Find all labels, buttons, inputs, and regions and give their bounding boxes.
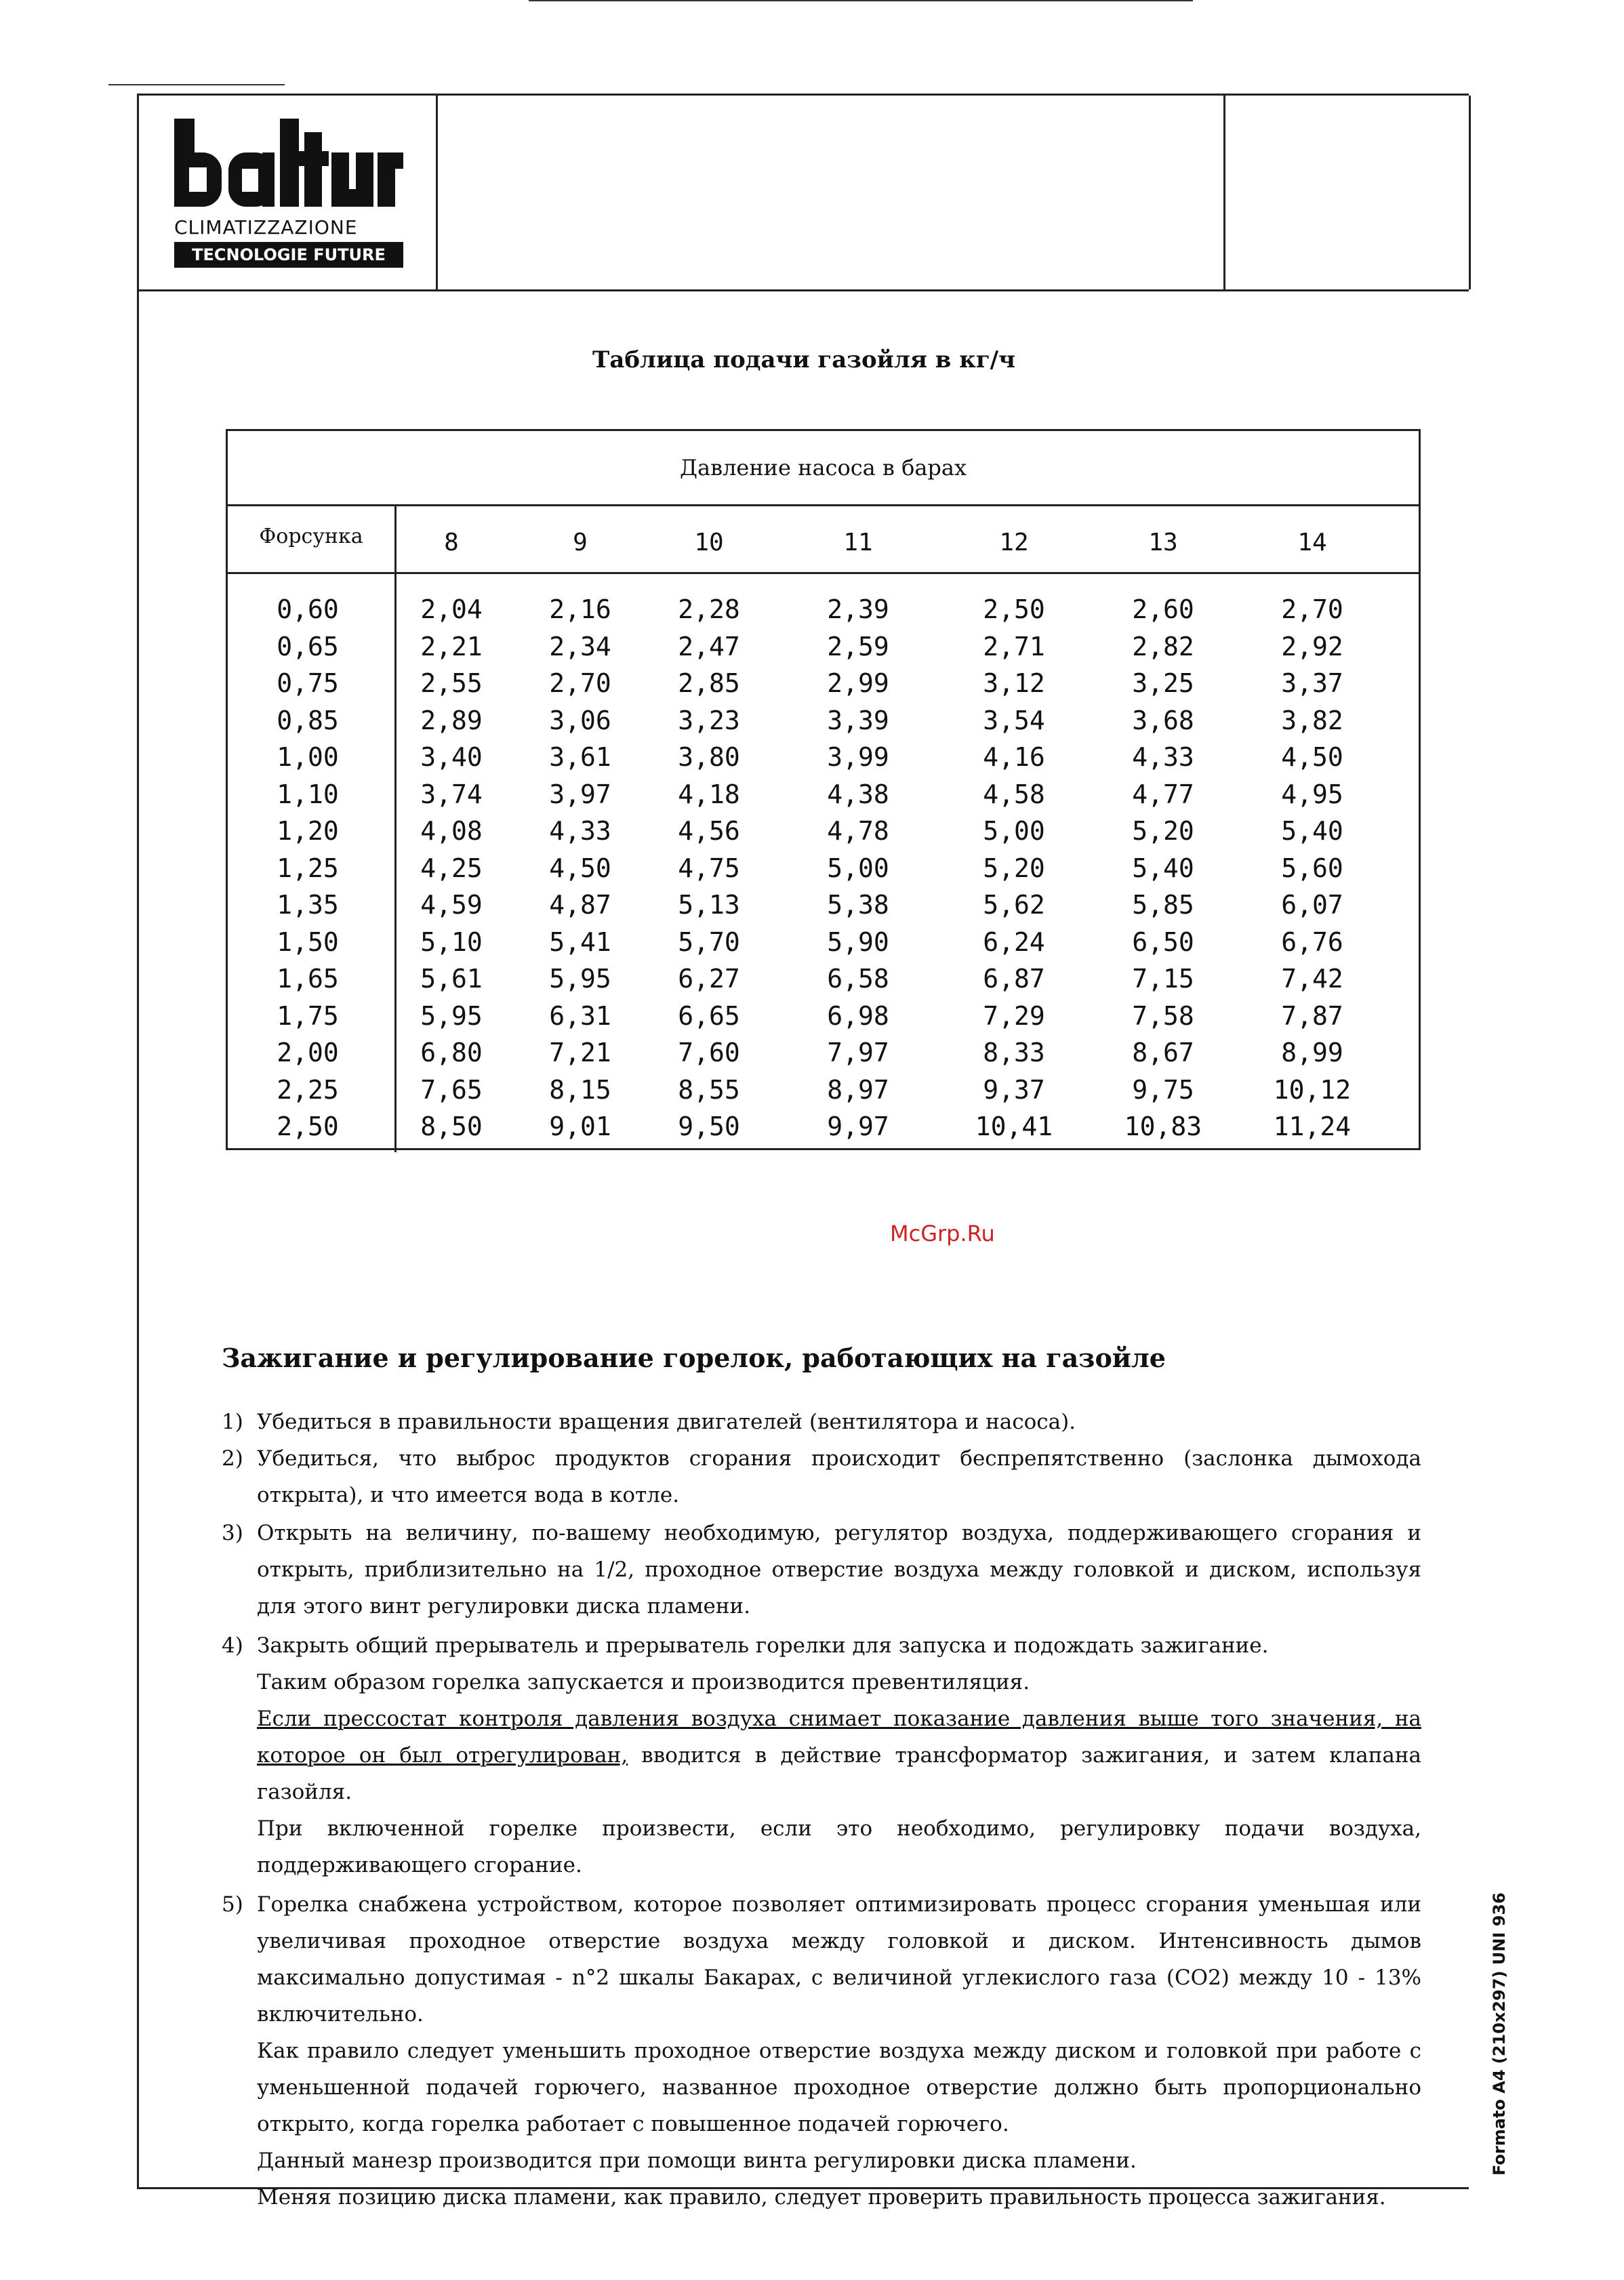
item-text-2: Таким образом горелка запускается и производится превентиляция.: [257, 1670, 1030, 1694]
flow-value-cell: 8,15: [549, 1074, 611, 1105]
item-number: 1): [222, 1410, 243, 1434]
nozzle-cell: 1,35: [277, 890, 339, 920]
flow-value-cell: 5,40: [1281, 816, 1343, 846]
flow-value-cell: 6,80: [420, 1038, 483, 1067]
pressure-column-header: 10: [694, 529, 724, 556]
flow-value-cell: 8,50: [420, 1112, 483, 1141]
flow-value-cell: 2,71: [983, 631, 1045, 661]
nozzle-cell: 2,00: [277, 1038, 339, 1067]
pressure-column-header: 8: [444, 529, 459, 556]
flow-value-cell: 4,38: [827, 779, 889, 809]
nozzle-header: Форсунка: [228, 504, 397, 574]
flow-value-cell: 7,60: [678, 1038, 740, 1067]
flow-value-cell: 5,40: [1132, 853, 1194, 883]
flow-value-cell: 2,70: [549, 668, 611, 698]
item-text-4: При включенной горелке произвести, если это необходимо, регулировку подачи воздуха, поддерживающего сгорание.: [257, 1816, 1421, 1877]
flow-value-cell: 6,31: [549, 1000, 611, 1031]
flow-value-cell: 7,87: [1281, 1000, 1343, 1031]
flow-value-cell: 4,50: [549, 853, 611, 883]
flow-value-cell: 5,95: [549, 964, 611, 994]
flow-value-cell: 3,80: [678, 742, 740, 772]
flow-value-cell: 6,76: [1281, 927, 1343, 957]
flow-value-cell: 3,68: [1132, 705, 1194, 735]
flow-value-cell: 7,58: [1132, 1000, 1194, 1031]
pressure-column-header: 9: [573, 529, 588, 556]
nozzle-cell: 1,25: [277, 853, 339, 883]
flow-value-cell: 2,85: [678, 668, 740, 698]
item-text-3-rest: вводится в действие трансформатор зажигания, и затем клапана газойля.: [257, 1743, 1421, 1804]
flow-value-cell: 11,24: [1273, 1112, 1352, 1141]
item-text: Горелка снабжена устройством, которое позволяет оптимизировать процесс сгорания уменьшая или увеличивая проходное отверстие воздуха между головкой и диском. Интенсивность дымов максимально допустимая - n°2 шкалы Бакарах, с величиной углекислого газа (CO2) между 10 - 13% включительно.: [257, 1892, 1421, 2027]
flow-value-cell: 4,16: [983, 742, 1045, 772]
flow-value-cell: 6,07: [1281, 890, 1343, 920]
item-text-3-underlined: Если прессостат контроля давления воздуха снимает показание давления выше того значения, на которое он был отрегулирован,: [257, 1707, 1421, 1768]
nozzle-cell: 1,65: [277, 964, 339, 994]
flow-value-cell: 9,01: [549, 1112, 611, 1141]
flow-value-cell: 3,54: [983, 705, 1045, 735]
flow-value-cell: 5,61: [420, 964, 483, 994]
nozzle-cell: 2,25: [277, 1074, 339, 1105]
flow-value-cell: 2,34: [549, 631, 611, 661]
flow-value-cell: 8,33: [983, 1038, 1045, 1067]
pressure-header: Давление насоса в барах: [228, 431, 1419, 506]
flow-value-cell: 2,39: [827, 594, 889, 624]
flow-value-cell: 2,70: [1281, 594, 1343, 624]
flow-value-cell: 4,78: [827, 816, 889, 846]
header-row: [139, 96, 1469, 291]
flow-value-cell: 2,50: [983, 594, 1045, 624]
flow-value-cell: 3,61: [549, 742, 611, 772]
flow-value-cell: 3,97: [549, 779, 611, 809]
flow-value-cell: 6,65: [678, 1000, 740, 1031]
flow-value-cell: 6,87: [983, 964, 1045, 994]
nozzle-cell: 0,85: [277, 705, 339, 735]
flow-value-cell: 2,28: [678, 594, 740, 624]
flow-value-cell: 4,77: [1132, 779, 1194, 809]
item-body: [257, 1627, 1421, 1884]
item-number: 2): [222, 1446, 243, 1471]
nozzle-cell: 0,65: [277, 631, 339, 661]
fuel-flow-table: [226, 429, 1421, 1150]
flow-value-cell: 4,87: [549, 890, 611, 920]
flow-value-cell: 3,23: [678, 705, 740, 735]
flow-value-cell: 7,97: [827, 1038, 889, 1067]
flow-value-cell: 8,55: [678, 1074, 740, 1105]
flow-value-cell: 4,33: [549, 816, 611, 846]
instruction-item-1: [222, 1404, 1421, 1440]
flow-value-cell: 5,00: [983, 816, 1045, 846]
header-blank-cell: [438, 96, 1225, 289]
section-title: Зажигание и регулирование горелок, работающих на газойле: [222, 1343, 1166, 1373]
flow-value-cell: 3,74: [420, 779, 483, 809]
flow-value-cell: 5,70: [678, 927, 740, 957]
nozzle-cell: 1,20: [277, 816, 339, 846]
item-text: Убедиться, что выброс продуктов сгорания происходит беспрепятственно (заслонка дымохода открыта), и что имеется вода в котле.: [257, 1446, 1421, 1507]
flow-value-cell: 3,82: [1281, 705, 1343, 735]
flow-value-cell: 7,21: [549, 1038, 611, 1067]
flow-value-cell: 4,59: [420, 890, 483, 920]
flow-value-cell: 2,99: [827, 668, 889, 698]
flow-value-cell: 5,90: [827, 927, 889, 957]
flow-value-cell: 7,42: [1281, 964, 1343, 994]
instruction-item-3: [222, 1515, 1421, 1625]
flow-value-cell: 8,97: [827, 1074, 889, 1105]
nozzle-cell: 0,75: [277, 668, 339, 698]
item-text-4: Меняя позицию диска пламени, как правило, следует проверить правильность процесса зажигания.: [257, 2185, 1386, 2210]
flow-value-cell: 3,12: [983, 668, 1045, 698]
page-frame: [137, 94, 1469, 2210]
table-title: Таблица подачи газойля в кг/ч: [592, 346, 1015, 373]
flow-value-cell: 5,20: [983, 853, 1045, 883]
flow-value-cell: 3,39: [827, 705, 889, 735]
flow-value-cell: 10,83: [1124, 1112, 1202, 1141]
flow-value-cell: 5,95: [420, 1000, 483, 1031]
logo-subtitle: CLIMATIZZAZIONE: [174, 216, 358, 239]
flow-value-cell: 6,50: [1132, 927, 1194, 957]
flow-value-cell: 2,16: [549, 594, 611, 624]
format-label: Formato A4 (210x297) UNI 936: [1490, 1892, 1509, 2176]
item-number: 3): [222, 1521, 243, 1545]
flow-value-cell: 4,18: [678, 779, 740, 809]
item-text-3: [257, 1701, 1421, 1810]
instruction-item-5: [222, 1886, 1421, 2216]
flow-value-cell: 10,12: [1273, 1074, 1352, 1105]
flow-value-cell: 6,27: [678, 964, 740, 994]
pressure-column-header: 14: [1297, 529, 1327, 556]
watermark: McGrp.Ru: [890, 1221, 995, 1246]
flow-value-cell: 4,58: [983, 779, 1045, 809]
flow-value-cell: 5,00: [827, 853, 889, 883]
flow-value-cell: 3,40: [420, 742, 483, 772]
item-number: 5): [222, 1892, 243, 1917]
flow-value-cell: 4,75: [678, 853, 740, 883]
pressure-column-header: 13: [1148, 529, 1178, 556]
flow-value-cell: 4,56: [678, 816, 740, 846]
flow-value-cell: 5,10: [420, 927, 483, 957]
flow-value-cell: 9,75: [1132, 1074, 1194, 1105]
pressure-column-header: 11: [843, 529, 873, 556]
pressure-column-header: 12: [999, 529, 1029, 556]
flow-value-cell: 8,99: [1281, 1038, 1343, 1067]
flow-value-cell: 6,98: [827, 1000, 889, 1031]
header-right-cell: [1225, 96, 1471, 289]
item-body: [257, 1886, 1421, 2216]
item-text-2: Как правило следует уменьшить проходное отверстие воздуха между диском и головкой при работе с уменьшенной подачей горючего, названное проходное отверстие должно быть пропорционально открыто, когда горелка работает с повышенное подачей горючего.: [257, 2039, 1421, 2136]
flow-value-cell: 8,67: [1132, 1038, 1194, 1067]
flow-value-cell: 5,20: [1132, 816, 1194, 846]
flow-value-cell: 4,33: [1132, 742, 1194, 772]
flow-value-cell: 7,15: [1132, 964, 1194, 994]
flow-value-cell: 7,65: [420, 1074, 483, 1105]
flow-value-cell: 5,60: [1281, 853, 1343, 883]
flow-value-cell: 10,41: [975, 1112, 1053, 1141]
flow-value-cell: 5,13: [678, 890, 740, 920]
flow-value-cell: 2,59: [827, 631, 889, 661]
item-text-3: Данный манезр производится при помощи винта регулировки диска пламени.: [257, 2149, 1137, 2173]
instruction-item-2: [222, 1440, 1421, 1513]
nozzle-cell: 0,60: [277, 594, 339, 624]
item-text: Закрыть общий прерыватель и прерыватель горелки для запуска и подождать зажигание.: [257, 1633, 1269, 1658]
logo-cell: [139, 96, 438, 289]
scan-line-top-dashes: [108, 84, 285, 85]
item-text: Убедиться в правильности вращения двигателей (вентилятора и насоса).: [257, 1410, 1076, 1434]
flow-value-cell: 4,08: [420, 816, 483, 846]
flow-value-cell: 5,85: [1132, 890, 1194, 920]
nozzle-cell: 1,75: [277, 1000, 339, 1031]
flow-value-cell: 2,21: [420, 631, 483, 661]
instruction-item-4: [222, 1627, 1421, 1884]
nozzle-cell: 1,50: [277, 927, 339, 957]
flow-value-cell: 9,37: [983, 1074, 1045, 1105]
flow-value-cell: 5,41: [549, 927, 611, 957]
flow-value-cell: 2,92: [1281, 631, 1343, 661]
flow-value-cell: 4,25: [420, 853, 483, 883]
flow-value-cell: 3,37: [1281, 668, 1343, 698]
nozzle-cell: 1,00: [277, 742, 339, 772]
baltur-logo-icon: [174, 119, 403, 209]
flow-value-cell: 2,04: [420, 594, 483, 624]
logo-tagline: TECNOLOGIE FUTURE: [174, 242, 403, 268]
flow-value-cell: 2,89: [420, 705, 483, 735]
flow-value-cell: 2,60: [1132, 594, 1194, 624]
item-number: 4): [222, 1633, 243, 1658]
flow-value-cell: 7,29: [983, 1000, 1045, 1031]
flow-value-cell: 4,50: [1281, 742, 1343, 772]
flow-value-cell: 6,24: [983, 927, 1045, 957]
flow-value-cell: 3,25: [1132, 668, 1194, 698]
flow-value-cell: 2,55: [420, 668, 483, 698]
flow-value-cell: 9,97: [827, 1112, 889, 1141]
scan-line-top: [529, 0, 1193, 1]
nozzle-cell: 1,10: [277, 779, 339, 809]
flow-value-cell: 3,99: [827, 742, 889, 772]
column-header-rule: [394, 572, 1419, 574]
flow-value-cell: 5,38: [827, 890, 889, 920]
flow-value-cell: 9,50: [678, 1112, 740, 1141]
item-text: Открыть на величину, по-вашему необходимую, регулятор воздуха, поддерживающего сгорания и открыть, приблизительно на 1/2, проходное отверстие воздуха между головкой и диском, используя для этого винт регулировки диска пламени.: [257, 1521, 1421, 1619]
flow-value-cell: 5,62: [983, 890, 1045, 920]
flow-value-cell: 2,82: [1132, 631, 1194, 661]
flow-value-cell: 3,06: [549, 705, 611, 735]
flow-value-cell: 4,95: [1281, 779, 1343, 809]
flow-value-cell: 6,58: [827, 964, 889, 994]
flow-value-cell: 2,47: [678, 631, 740, 661]
nozzle-cell: 2,50: [277, 1112, 339, 1141]
